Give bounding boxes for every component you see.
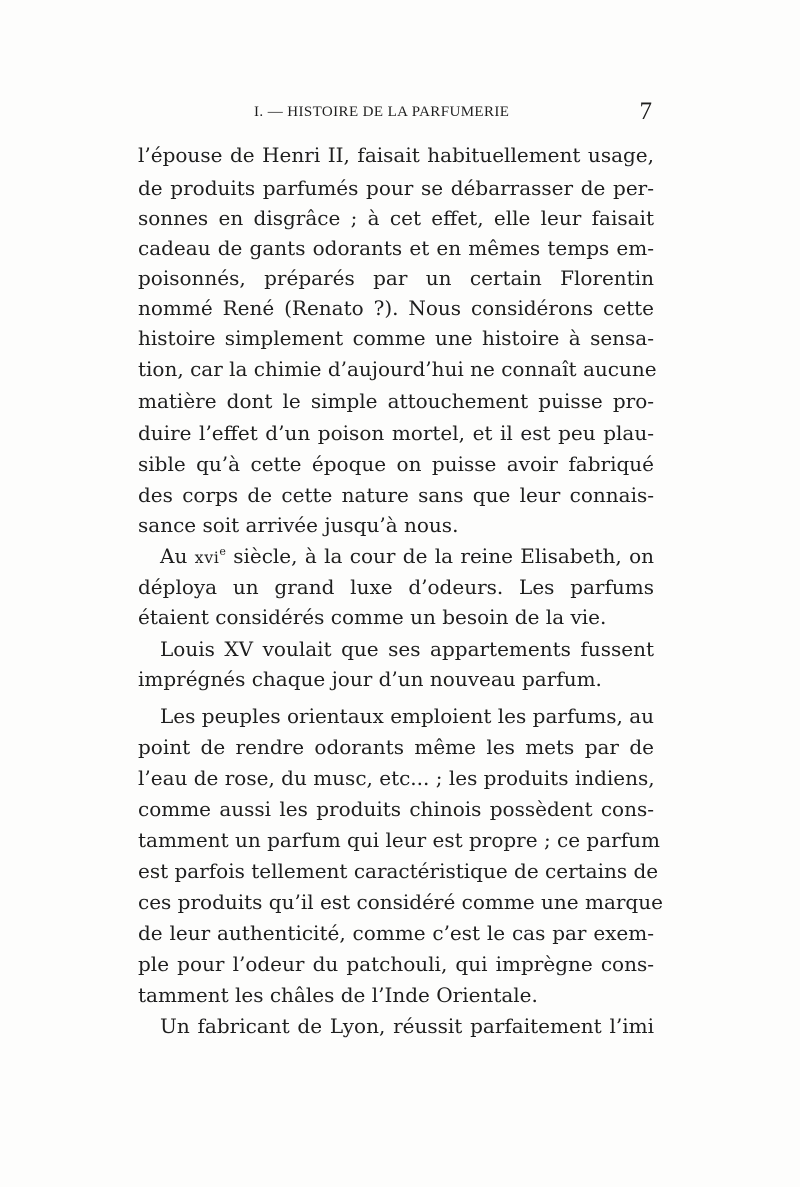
text-line: matière dont le simple attouchement puisse pro- xyxy=(138,389,654,413)
text-line: des corps de cette nature sans que leur connais- xyxy=(138,483,654,507)
text-line: poisonnés, préparés par un certain Florentin xyxy=(138,266,654,290)
text-line: sance soit arrivée jusqu’à nous. xyxy=(138,513,459,537)
text-line: ple pour l’odeur du patchouli, qui imprègne cons- xyxy=(138,952,654,976)
text-fragment: Au xyxy=(160,544,195,568)
text-line: est parfois tellement caractéristique de certains de xyxy=(138,859,659,883)
text-line: cadeau de gants odorants et en mêmes temps em- xyxy=(138,236,654,260)
text-line: tamment les châles de l’Inde Orientale. xyxy=(138,983,538,1007)
century-numeral: xvi xyxy=(194,548,220,567)
text-line: comme aussi les produits chinois possèdent cons- xyxy=(138,797,654,821)
running-head xyxy=(138,98,658,128)
text-line: Les peuples orientaux emploient les parfums, au xyxy=(160,704,654,728)
text-line: Louis XV voulait que ses appartements fussent xyxy=(160,637,654,661)
text-line: l’épouse de Henri II, faisait habituellement usage, xyxy=(138,143,654,167)
text-line: sonnes en disgrâce ; à cet effet, elle leur faisait xyxy=(138,206,654,230)
running-title: I. — HISTOIRE DE LA PARFUMERIE xyxy=(254,104,510,120)
century-superscript: e xyxy=(219,545,226,558)
text-line: déploya un grand luxe d’odeurs. Les parfums xyxy=(138,575,654,599)
text-line xyxy=(160,540,654,572)
text-line: duire l’effet d’un poison mortel, et il est peu plau- xyxy=(138,421,654,445)
page-number: 7 xyxy=(639,98,652,125)
text-line: imprégnés chaque jour d’un nouveau parfum. xyxy=(138,667,602,691)
text-line: de leur authenticité, comme c’est le cas par exem- xyxy=(138,921,654,945)
text-line: l’eau de rose, du musc, etc... ; les produits indiens, xyxy=(138,766,655,790)
text-line: Un fabricant de Lyon, réussit parfaitement l’imi xyxy=(160,1014,654,1038)
text-line: point de rendre odorants même les mets par de xyxy=(138,735,654,759)
text-line: tamment un parfum qui leur est propre ; ce parfum xyxy=(138,828,660,852)
text-fragment: siècle, à la cour de la reine Elisabeth, on xyxy=(225,544,654,568)
text-line: ces produits qu’il est considéré comme une marque xyxy=(138,890,663,914)
text-line: étaient considérés comme un besoin de la vie. xyxy=(138,605,607,629)
text-line: tion, car la chimie d’aujourd’hui ne connaît aucune xyxy=(138,357,657,381)
text-line: de produits parfumés pour se débarrasser de per- xyxy=(138,176,654,200)
text-line: sible qu’à cette époque on puisse avoir fabriqué xyxy=(138,452,654,476)
text-line: histoire simplement comme une histoire à sensa- xyxy=(138,326,654,350)
text-line: nommé René (Renato ?). Nous considérons cette xyxy=(138,296,654,320)
